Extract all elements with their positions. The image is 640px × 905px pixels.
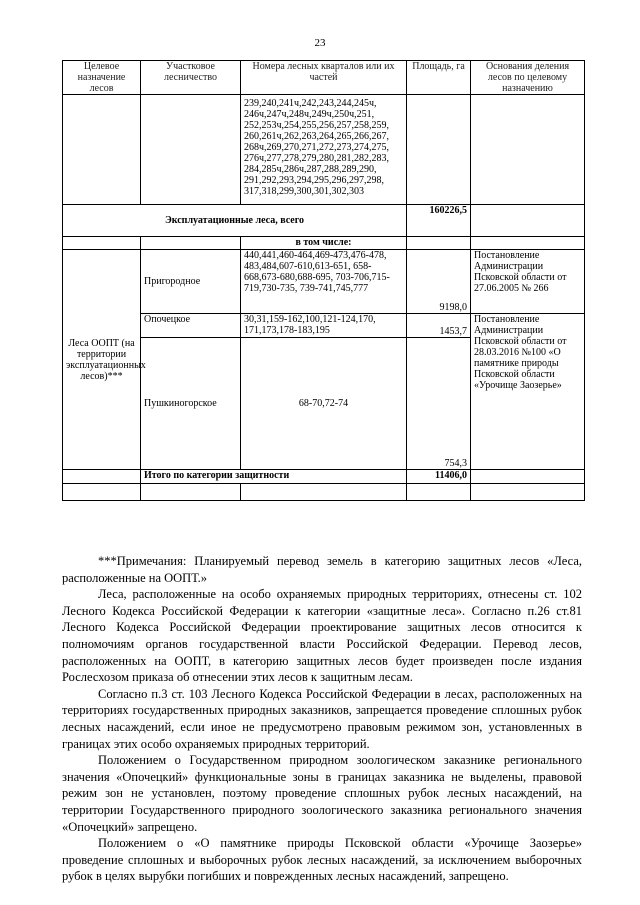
quarters-prigorodnoe: 440,441,460-464,469-473,476-478, 483,484,607-610,613-651, 658-668,673-680,688-695, 703-706,715-719,730-735, 739-741,745,777: [241, 250, 407, 314]
quarters-opochetskoe: 30,31,159-162,100,121-124,170, 171,173,178-183,195: [241, 314, 407, 338]
table-row-protect-total: [63, 470, 585, 484]
page-number: 23: [314, 37, 326, 49]
table-header-row: [63, 61, 585, 95]
area-prigorodnoe: 9198,0: [407, 250, 471, 314]
note-paragraph: ***Примечания: Планируемый перевод земель в категорию защитных лесов «Леса, расположенные на ООПТ.»: [62, 554, 582, 585]
basis-opochetskoe: Постановление Администрации Псковской области от 28.03.2016 №100 «О памятнике природы Псковской области «Урочище Заозерье»: [471, 314, 585, 470]
table-row-exploit-total: [63, 205, 585, 237]
continued-quarters: 239,240,241ч,242,243,244,245ч, 246ч,247ч,248ч,249ч,250ч,251, 252,253ч,254,255,256,257,258,259, 260,261ч,262,263,264,265,266,267, 268ч,269,270,271,272,273,274,275, 276ч,277,278,279,280,281,282,283, 284,285ч,286ч,287,288,289,290, 291,292,293,294,295,296,297,298, 317,318,299,300,301,302,303: [241, 95, 407, 205]
exploit-total-area: 160226,5: [407, 205, 471, 237]
protect-total-label: Итого по категории защитности: [141, 470, 407, 484]
area-pushkinogorskoe: 754,3: [407, 338, 471, 470]
header-basis: Основания деления лесов по целевому назначению: [471, 61, 585, 95]
table-row-empty: [63, 484, 585, 501]
header-area: Площадь, га: [407, 61, 471, 95]
notes-section: [62, 553, 582, 885]
forest-table: [62, 60, 585, 501]
table-row-including: [63, 237, 585, 250]
district-prigorodnoe: Пригородное: [141, 250, 241, 314]
exploit-total-label: Эксплуатационные леса, всего: [63, 205, 407, 237]
basis-prigorodnoe: Постановление Администрации Псковской области от 27.06.2005 № 266: [471, 250, 585, 314]
protect-total-area: 11406,0: [407, 470, 471, 484]
note-paragraph: Согласно п.3 ст. 103 Лесного Кодекса Российской Федерации в лесах, расположенных на территориях государственных природных заказников, запрещается проведение сплошных рубок лесных насаждений, если иное не предусмотрено правовым режимом зон, установленных в границах этих особо охраняемых природных территорий.: [62, 686, 582, 751]
note-paragraph: Леса, расположенные на особо охраняемых природных территориях, отнесены ст. 102 Лесного Кодекса Российской Федерации к категории «защитные леса». Согласно п.26 ст.81 Лесного Кодекса Российской Федерации проектирование защитных лесов относится к полномочиям органов государственной власти Российской Федерации. Перевод лесов, расположенных на ООПТ, в категорию защитных лесов будет произведен после издания Рослесхозом приказа об отнесении этих лесов к защитным лесам.: [62, 587, 582, 685]
including-label: в том числе:: [241, 237, 407, 250]
header-purpose: Целевое назначение лесов: [63, 61, 141, 95]
district-opochetskoe: Опочецкое: [141, 314, 241, 338]
note-paragraph: Положением о «О памятнике природы Псковской области «Урочище Заозерье» проведение сплошных и выборочных рубок лесных насаждений, за исключением выборочных рубок в целях вырубки погибших и поврежденных лесных насаждений, запрещено.: [62, 836, 582, 884]
header-district: Участковое лесничество: [141, 61, 241, 95]
table-row-prigorodnoe: [63, 250, 585, 314]
header-quarters: Номера лесных кварталов или их частей: [241, 61, 407, 95]
table-row-opochetskoe: [63, 314, 585, 338]
quarters-pushkinogorskoe: 68-70,72-74: [241, 338, 407, 470]
table-row-continued: [63, 95, 585, 205]
district-pushkinogorskoe: Пушкиногорское: [141, 338, 241, 470]
note-paragraph: Положением о Государственном природном зоологическом заказнике регионального значения «Опочецкий» функциональные зоны в границах заказника не выделены, правовой режим зон не установлен, поэтому проведение сплошных рубок лесных насаждений, на территории Государственного природного зоологического заказника регионального значения «Опочецкий» запрещено.: [62, 753, 582, 834]
area-opochetskoe: 1453,7: [407, 314, 471, 338]
category-cell: Леса ООПТ (на территории эксплуатационных лесов)***: [63, 250, 141, 470]
